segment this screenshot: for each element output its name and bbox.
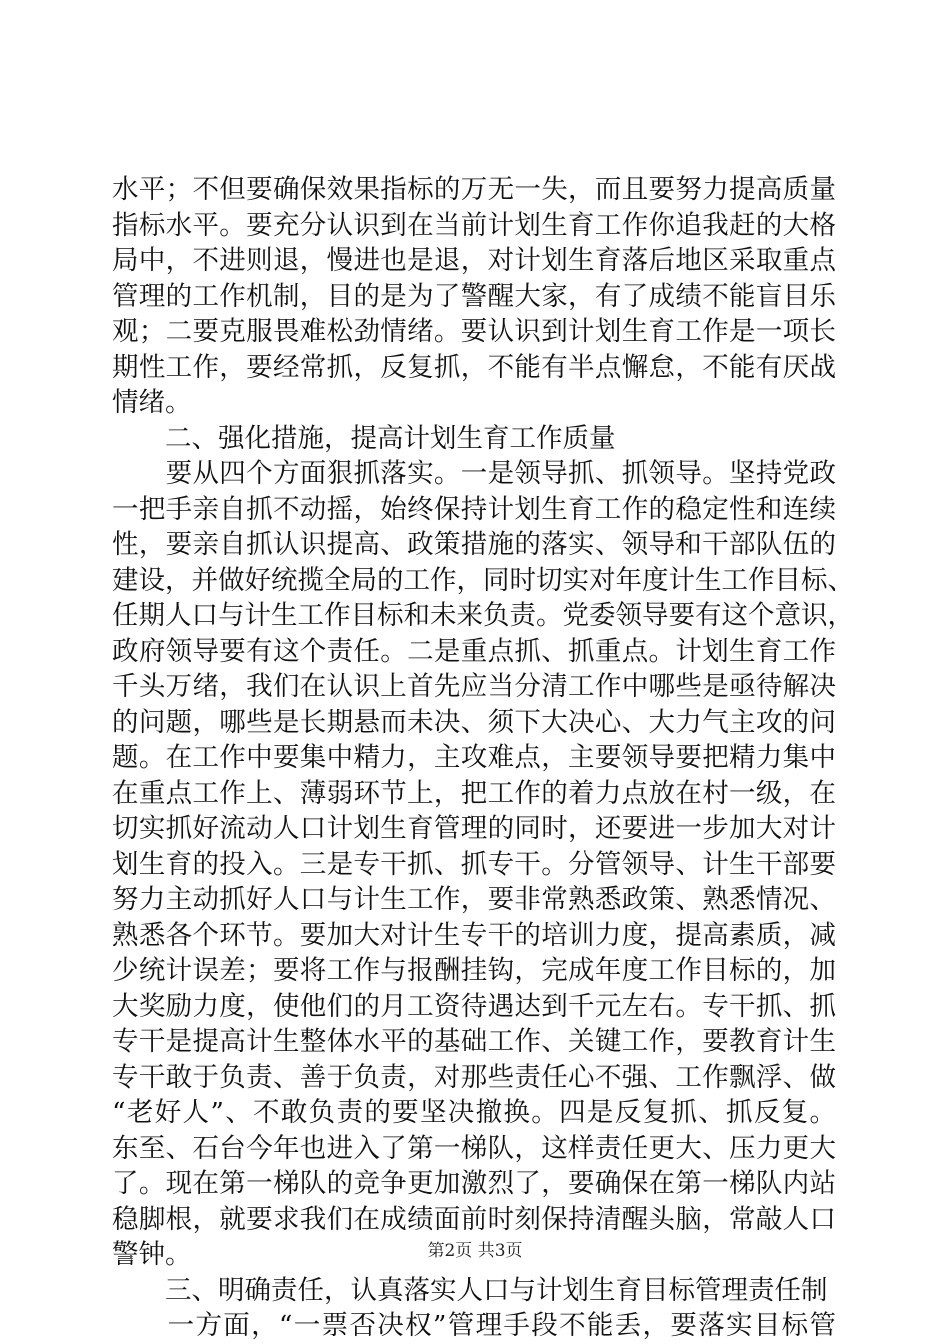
text-line: 了。现在第一梯队的竞争更加激烈了，要确保在第一梯队内站 xyxy=(112,1168,836,1199)
text-line: 切实抓好流动人口计划生育管理的同时，还要进一步加大对计 xyxy=(112,813,836,844)
text-line: 要从四个方面狠抓落实。一是领导抓、抓领导。坚持党政 xyxy=(112,458,836,489)
text-line: 稳脚根，就要求我们在成绩面前时刻保持清醒头脑，常敲人口 xyxy=(112,1203,836,1235)
text-line: 观；二要克服畏难松劲情绪。要认识到计划生育工作是一项长 xyxy=(112,316,836,347)
section-heading: 二、强化措施，提高计划生育工作质量 xyxy=(112,422,616,454)
text-line: 熟悉各个环节。要加大对计生专干的培训力度，提高素质，减 xyxy=(112,919,836,951)
text-line: 东至、石台今年也进入了第一梯队，这样责任更大、压力更大 xyxy=(112,1132,836,1164)
text-line: 情绪。 xyxy=(112,387,192,418)
text-line: 一把手亲自抓不动摇，始终保持计划生育工作的稳定性和连续 xyxy=(112,493,836,525)
text-line: 专干是提高计生整体水平的基础工作、关键工作，要教育计生 xyxy=(112,1026,836,1057)
text-line: 水平；不但要确保效果指标的万无一失，而且要努力提高质量 xyxy=(112,174,836,205)
document-body xyxy=(112,172,854,1344)
text-line: “老好人”、不敢负责的要坚决撤换。四是反复抓、抓反复。 xyxy=(112,1097,836,1128)
text-line: 警钟。 xyxy=(112,1239,192,1270)
text-line: 任期人口与计生工作目标和未来负责。党委领导要有这个意识， xyxy=(112,600,854,631)
text-line: 一方面，“一票否决权”管理手段不能丢，要落实目标管 xyxy=(112,1310,836,1341)
text-line: 性，要亲自抓认识提高、政策措施的落实、领导和干部队伍的 xyxy=(112,529,836,560)
page-number-footer: 第2页 共3页 xyxy=(427,1241,523,1261)
text-line: 专干敢于负责、善于负责，对那些责任心不强、工作飘浮、做 xyxy=(112,1061,836,1093)
text-line: 大奖励力度，使他们的月工资待遇达到千元左右。专干抓、抓 xyxy=(112,990,836,1022)
text-line: 的问题，哪些是长期悬而未决、须下大决心、大力气主攻的问 xyxy=(112,706,836,738)
text-line: 指标水平。要充分认识到在当前计划生育工作你追我赶的大格 xyxy=(112,209,836,241)
text-line: 建设，并做好统揽全局的工作，同时切实对年度计生工作目标、 xyxy=(112,564,854,596)
text-line: 划生育的投入。三是专干抓、抓专干。分管领导、计生干部要 xyxy=(112,848,836,880)
text-line: 期性工作，要经常抓，反复抓，不能有半点懈怠，不能有厌战 xyxy=(112,351,836,383)
text-line: 努力主动抓好人口与计生工作，要非常熟悉政策、熟悉情况、 xyxy=(112,884,836,915)
text-line: 管理的工作机制，目的是为了警醒大家，有了成绩不能盲目乐 xyxy=(112,280,836,312)
text-line: 政府领导要有这个责任。二是重点抓、抓重点。计划生育工作 xyxy=(112,635,836,667)
text-line: 局中，不进则退，慢进也是退，对计划生育落后地区采取重点 xyxy=(112,245,836,276)
text-line: 少统计误差；要将工作与报酬挂钩，完成年度工作目标的，加 xyxy=(112,955,836,986)
text-line: 在重点工作上、薄弱环节上，把工作的着力点放在村一级，在 xyxy=(112,777,836,809)
text-line: 题。在工作中要集中精力，主攻难点，主要领导要把精力集中 xyxy=(112,742,836,773)
section-heading: 三、明确责任，认真落实人口与计划生育目标管理责任制 xyxy=(112,1274,828,1306)
text-line: 千头万绪，我们在认识上首先应当分清工作中哪些是亟待解决 xyxy=(112,671,836,702)
